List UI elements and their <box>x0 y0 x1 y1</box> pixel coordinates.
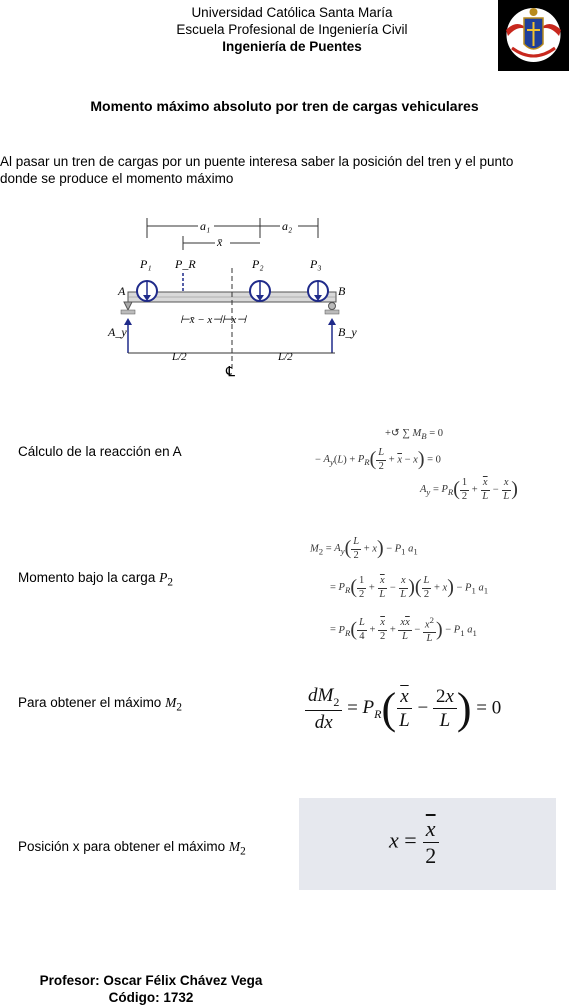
university-logo <box>498 0 569 71</box>
dim-segments: ⊢x̄ − x⊣⊢x⊣ <box>180 314 246 326</box>
school-name: Escuela Profesional de Ingeniería Civil <box>176 22 408 37</box>
moment-label-text: Momento bajo la carga <box>18 570 160 585</box>
label-by: B_y <box>338 325 357 339</box>
label-ay: A_y <box>108 325 127 339</box>
label-pr: P_R <box>175 257 196 271</box>
course-name: Ingeniería de Puentes <box>222 39 362 54</box>
university-name: Universidad Católica Santa María <box>191 5 393 20</box>
moment-label-sub: 2 <box>167 576 173 589</box>
dim-a1: a₁ <box>200 219 211 233</box>
eq-position-x: x = $\frac{\overline{x}}{2}$ <box>389 818 439 867</box>
eq-derivative: $\frac{dM_2}{dx}$ = $P_R$( $\frac{\overline{x}}{L}$ − $\frac{2x}{L}$ ) = 0 <box>305 686 501 732</box>
max-label-sub: 2 <box>176 701 182 714</box>
centerline-symbol: ℄ <box>226 365 235 380</box>
position-label-text: Posición x para obtener el máximo <box>18 839 229 854</box>
dim-a2: a₂ <box>282 219 293 233</box>
max-label-var: M <box>165 695 177 710</box>
document-title: Momento máximo absoluto por tren de cargas vehiculares <box>90 98 479 114</box>
reaction-label: Cálculo de la reacción en A <box>18 444 182 459</box>
intro-paragraph: Al pasar un tren de cargas por un puente interesa saber la posición del tren y el punto donde se produce el momento máximo <box>0 154 514 186</box>
label-p2: P₂ <box>252 257 264 271</box>
max-label-text: Para obtener el máximo <box>18 695 166 710</box>
label-a: A <box>118 284 126 298</box>
max-label <box>18 695 182 714</box>
beam-diagram <box>100 208 370 383</box>
eq-m2-line2: = $P_R$( $\frac{1}{2}$ + $\frac{\overline{x}}{L}$ − $\frac{x}{L}$ )( $\frac{L}{2}$ + $x) - P_1$ $a_1$ <box>330 575 489 600</box>
dim-xbar: x̄ <box>217 235 223 249</box>
eq-moment-equilibrium: − $A_y(L) + P_R$( $\frac{L}{2}$ + $\overline{x} - x) = 0$ <box>315 447 441 472</box>
label-p1: P₁ <box>140 257 152 271</box>
professor-code: Código: 1732 <box>108 990 194 1005</box>
position-label-sub: 2 <box>240 845 246 858</box>
dim-half-left: L/2 <box>172 351 187 363</box>
position-label-var: M <box>228 839 241 854</box>
position-label <box>18 839 246 858</box>
position-equation-box <box>299 798 556 890</box>
eq-m2-line3: = $P_R$( $\frac{L}{4}$ + $\frac{\overline{x}}{2}$ + $\frac{x\overline{x}}{L}$ − $\frac{x^2}{L}$ ) − $P_1$ $a_1$ <box>330 615 477 644</box>
professor-name: Profesor: Oscar Félix Chávez Vega <box>39 973 263 988</box>
eq-m2-line1: $M_2 = A_y$( $\frac{L}{2}$ + $x) - P_1$ $a_1$ <box>310 536 418 561</box>
label-p3: P₃ <box>310 257 322 271</box>
moment-label <box>18 570 173 589</box>
moment-label-var: P <box>159 570 168 585</box>
label-b: B <box>338 284 346 298</box>
dim-half-right: L/2 <box>278 351 293 363</box>
eq-reaction-ay: $A_y = P_R$( $\frac{1}{2}$ + $\frac{\overline{x}}{L}$ − $\frac{x}{L}$ ) <box>420 477 518 502</box>
eq-sum-moments: +↺ ∑ $M_B = 0$ <box>385 428 443 442</box>
